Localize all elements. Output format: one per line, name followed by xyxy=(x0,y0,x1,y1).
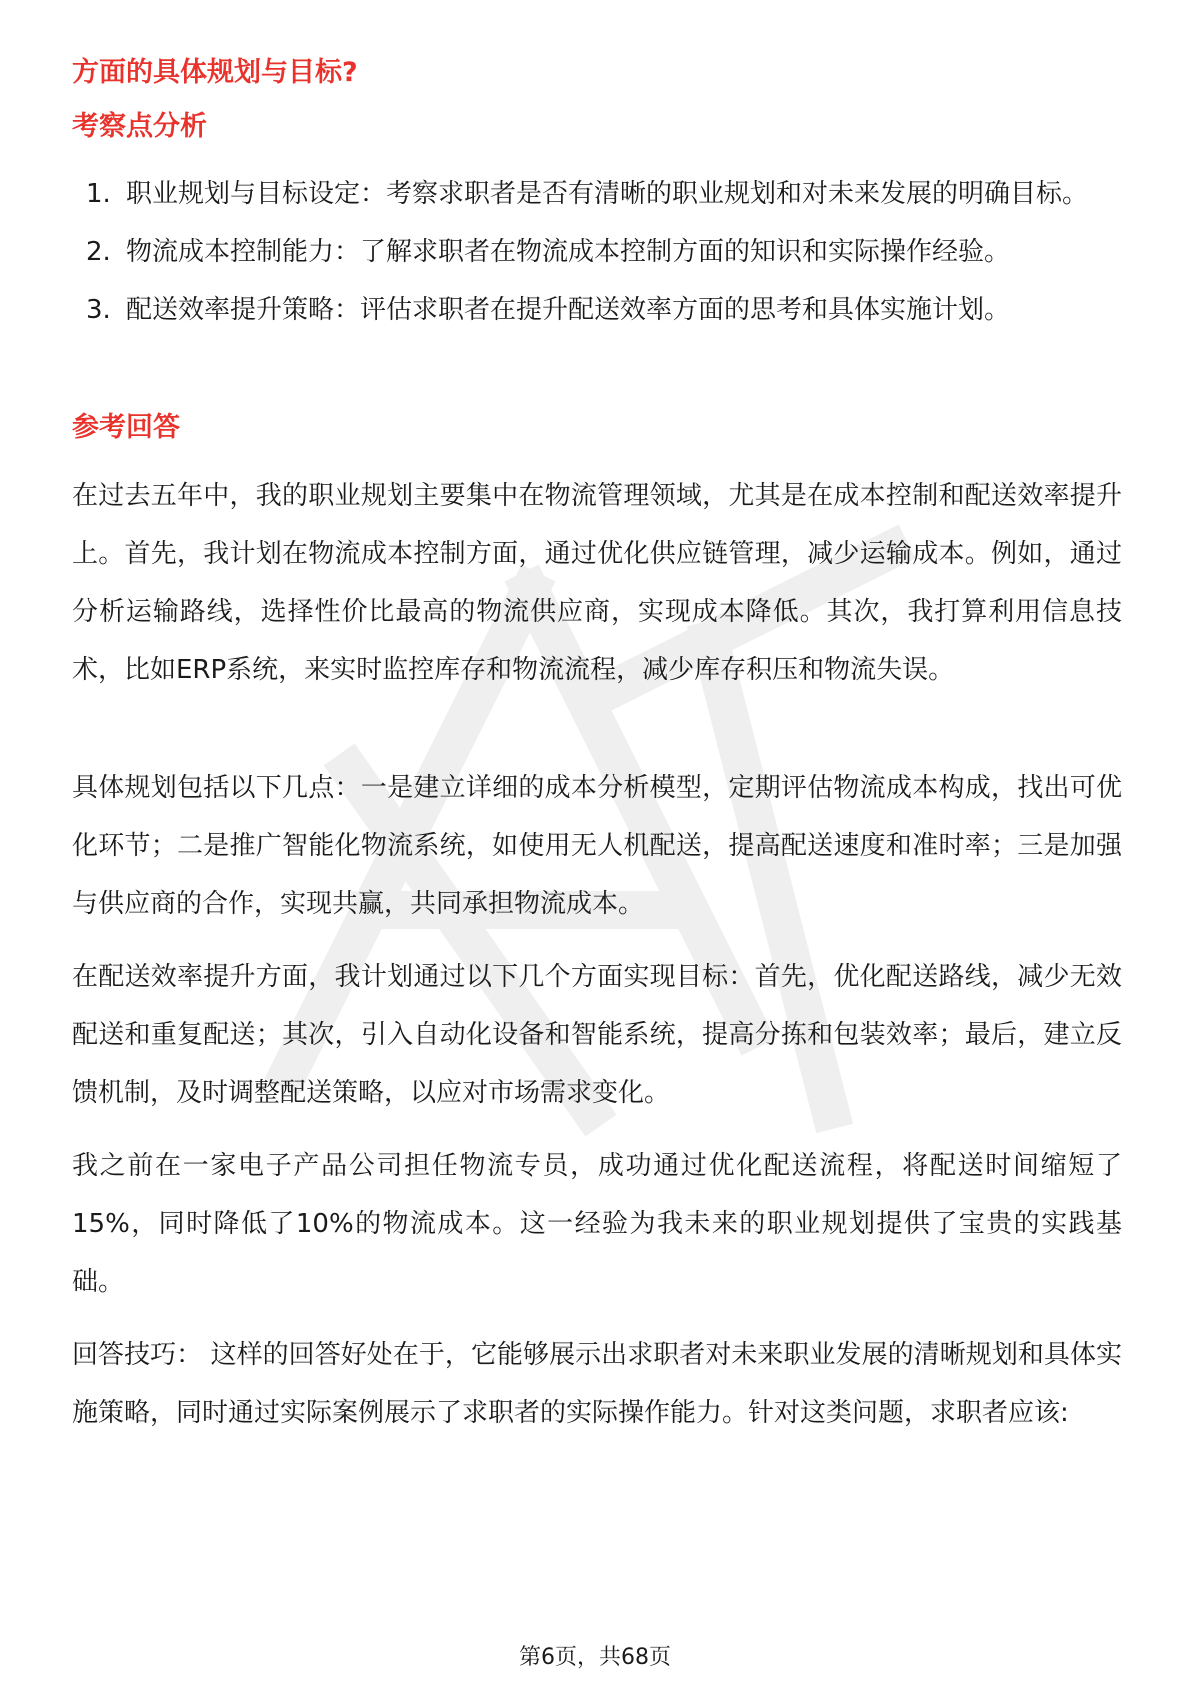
page-number-footer: 第6页，共68页 xyxy=(519,1645,671,1670)
list-item xyxy=(86,223,1126,281)
list-item-text: 配送效率提升策略：评估求职者在提升配送效率方面的思考和具体实施计划。 xyxy=(126,295,1011,325)
list-item-text: 物流成本控制能力：了解求职者在物流成本控制方面的知识和实际操作经验。 xyxy=(126,237,1011,267)
answer-paragraph-3: 在配送效率提升方面，我计划通过以下几个方面实现目标：首先，优化配送路线，减少无效配送和重复配送；其次，引入自动化设备和智能系统，提高分拣和包装效率；最后，建立反馈机制，及时调整配送策略，以应对市场需求变化。 xyxy=(72,962,1122,1108)
list-item-number: 1. xyxy=(86,179,111,209)
analysis-list xyxy=(86,165,1126,339)
list-item-number: 2. xyxy=(86,237,111,267)
list-item xyxy=(86,165,1126,223)
list-item-number: 3. xyxy=(86,295,111,325)
answer-paragraph-1: 在过去五年中，我的职业规划主要集中在物流管理领域，尤其是在成本控制和配送效率提升上。首先，我计划在物流成本控制方面，通过优化供应链管理，减少运输成本。例如，通过分析运输路线，选择性价比最高的物流供应商，实现成本降低。其次，我打算利用信息技术，比如ERP系统，来实时监控库存和物流流程，减少库存积压和物流失误。 xyxy=(72,481,1122,685)
list-item-text: 职业规划与目标设定：考察求职者是否有清晰的职业规划和对未来发展的明确目标。 xyxy=(126,179,1089,209)
question-heading-tail: 方面的具体规划与目标? xyxy=(72,57,358,88)
answer-paragraph-2: 具体规划包括以下几点：一是建立详细的成本分析模型，定期评估物流成本构成，找出可优化环节；二是推广智能化物流系统，如使用无人机配送，提高配送速度和准时率；三是加强与供应商的合作，实现共赢，共同承担物流成本。 xyxy=(72,773,1122,919)
list-item xyxy=(86,281,1126,339)
answer-paragraph-4: 我之前在一家电子产品公司担任物流专员，成功通过优化配送流程，将配送时间缩短了15%，同时降低了10%的物流成本。这一经验为我未来的职业规划提供了宝贵的实践基础。 xyxy=(72,1151,1122,1297)
answer-section-title: 参考回答 xyxy=(72,412,180,443)
analysis-section-title: 考察点分析 xyxy=(72,111,207,142)
answer-tips-paragraph: 回答技巧： 这样的回答好处在于，它能够展示出求职者对未来职业发展的清晰规划和具体实施策略，同时通过实际案例展示了求职者的实际操作能力。针对这类问题，求职者应该: xyxy=(72,1340,1122,1428)
